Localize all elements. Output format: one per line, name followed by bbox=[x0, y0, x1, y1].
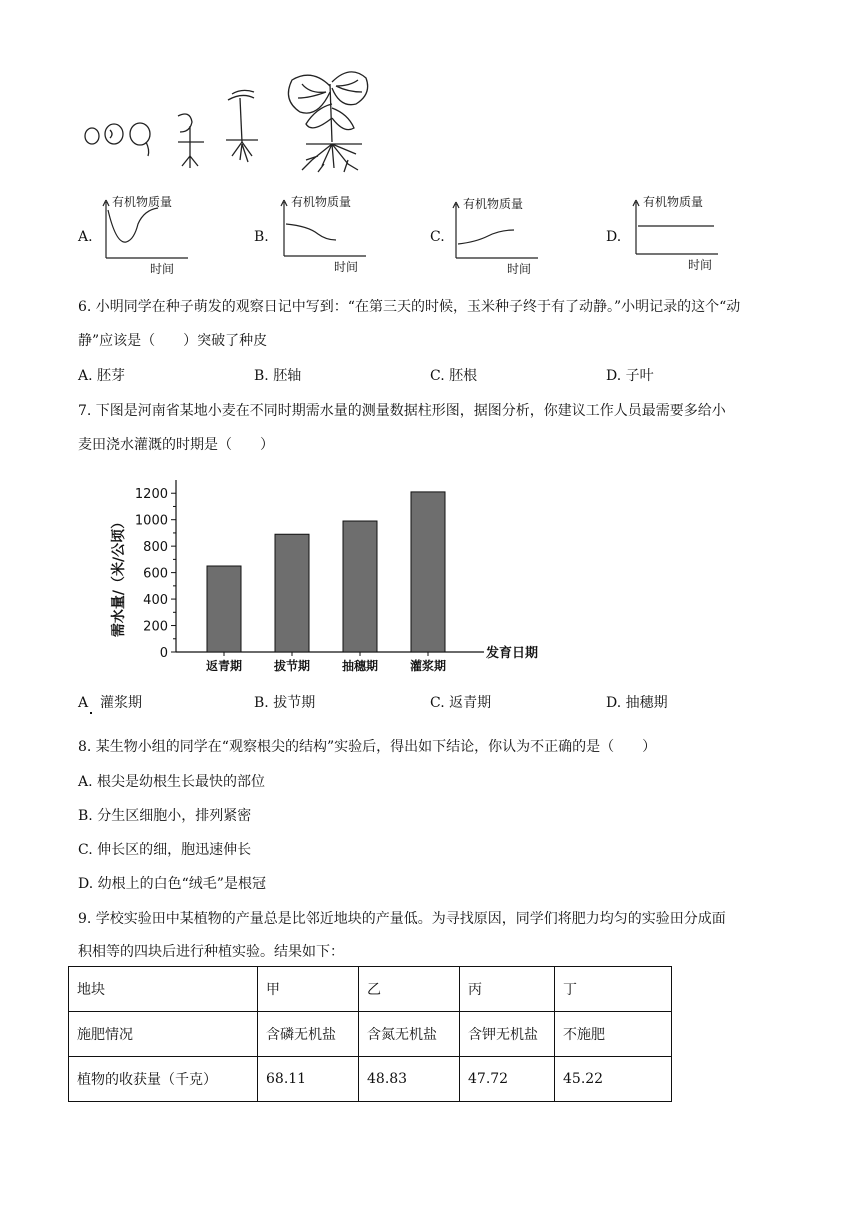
chart-x-tick-label: 返青期 bbox=[205, 659, 243, 673]
q7-option-c[interactable]: C. 返青期 bbox=[430, 695, 492, 711]
q5-option-a-ylabel: 有机物质量 bbox=[112, 195, 173, 209]
chart-y-tick-label: 600 bbox=[143, 566, 168, 582]
q7-option-a-dot bbox=[90, 712, 92, 714]
chart-y-tick-label: 200 bbox=[143, 619, 168, 635]
q7-stem-line2: 麦田浇水灌溉的时期是（ ） bbox=[78, 437, 274, 453]
q5-option-a-graph bbox=[100, 196, 190, 262]
q8-stem: 8. 某生物小组的同学在“观察根尖的结构”实验后，得出如下结论，你认为不正确的是（ ） bbox=[78, 739, 657, 755]
chart-ylabel: 需水量/（米/公顷） bbox=[111, 514, 127, 638]
q5-option-c-graph bbox=[450, 198, 540, 264]
chart-xlabel: 发育日期 bbox=[486, 646, 539, 661]
chart-y-tick-label: 1000 bbox=[134, 513, 168, 529]
q5-option-d-graph bbox=[630, 196, 720, 262]
chart-y-tick-label: 800 bbox=[143, 540, 168, 556]
table-cell: 含氮无机盐 bbox=[359, 1012, 460, 1057]
q7-option-d[interactable]: D. 抽穗期 bbox=[606, 695, 668, 711]
q5-option-d-ylabel: 有机物质量 bbox=[643, 195, 704, 209]
chart-y-tick-label: 1200 bbox=[134, 487, 168, 503]
table-cell: 植物的收获量（千克） bbox=[69, 1057, 258, 1102]
chart-x-tick-label: 灌浆期 bbox=[409, 659, 447, 673]
q9-stem-line1: 9. 学校实验田中某植物的产量总是比邻近地块的产量低。为寻找原因，同学们将肥力均匀的实验田分成面 bbox=[78, 911, 726, 927]
q8-option-a[interactable]: A. 根尖是幼根生长最快的部位 bbox=[78, 774, 266, 790]
q6-option-c[interactable]: C. 胚根 bbox=[430, 368, 478, 384]
table-cell: 含钾无机盐 bbox=[460, 1012, 555, 1057]
q6-stem-line1: 6. 小明同学在种子萌发的观察日记中写到：“在第三天的时候，玉米种子终于有了动静。”小明记录的这个“动 bbox=[78, 299, 741, 315]
table-cell: 地块 bbox=[69, 967, 258, 1012]
q5-option-b-graph bbox=[278, 196, 368, 262]
chart-y-tick-label: 400 bbox=[143, 593, 168, 609]
table-cell: 不施肥 bbox=[555, 1012, 672, 1057]
q5-option-a-letter: A. bbox=[78, 229, 93, 245]
q7-option-b[interactable]: B. 拔节期 bbox=[254, 695, 316, 711]
q8-option-c[interactable]: C. 伸长区的细，胞迅速伸长 bbox=[78, 842, 252, 858]
q6-option-d[interactable]: D. 子叶 bbox=[606, 368, 654, 384]
q5-option-b-letter: B. bbox=[254, 229, 269, 245]
q5-option-a-xlabel: 时间 bbox=[150, 262, 175, 276]
q7-option-a[interactable]: 灌浆期 bbox=[100, 695, 142, 711]
table-cell: 48.83 bbox=[359, 1057, 460, 1102]
q8-option-d[interactable]: D. 幼根上的白色“绒毛”是根冠 bbox=[78, 876, 266, 892]
table-cell: 含磷无机盐 bbox=[258, 1012, 359, 1057]
chart-bar bbox=[411, 492, 445, 652]
q5-option-d-letter: D. bbox=[606, 229, 622, 245]
q7-option-a-letter[interactable]: A bbox=[78, 695, 89, 711]
q5-option-b-xlabel: 时间 bbox=[334, 260, 359, 274]
q5-option-b-ylabel: 有机物质量 bbox=[291, 195, 352, 209]
table-row bbox=[69, 967, 672, 1012]
yield-table bbox=[68, 966, 672, 1102]
table-cell: 丙 bbox=[460, 967, 555, 1012]
chart-x-tick-label: 抽穗期 bbox=[341, 659, 379, 673]
q6-stem-line2: 静”应该是（ ）突破了种皮 bbox=[78, 333, 268, 349]
table-cell: 47.72 bbox=[460, 1057, 555, 1102]
table-cell: 丁 bbox=[555, 967, 672, 1012]
chart-bar bbox=[275, 534, 309, 652]
q5-option-c-letter: C. bbox=[430, 229, 445, 245]
q5-option-d-xlabel: 时间 bbox=[688, 258, 713, 272]
chart-y-tick-label: 0 bbox=[159, 646, 168, 661]
table-cell: 45.22 bbox=[555, 1057, 672, 1102]
seed-germination-illustration bbox=[80, 64, 380, 179]
q9-stem-line2: 积相等的四块后进行种植实验。结果如下： bbox=[78, 944, 344, 960]
table-cell: 乙 bbox=[359, 967, 460, 1012]
q8-option-b[interactable]: B. 分生区细胞小，排列紧密 bbox=[78, 808, 252, 824]
q5-option-c-ylabel: 有机物质量 bbox=[463, 197, 524, 211]
table-cell: 甲 bbox=[258, 967, 359, 1012]
q7-stem-line1: 7. 下图是河南省某地小麦在不同时期需水量的测量数据柱形图，据图分析，你建议工作人员最需要多给小 bbox=[78, 403, 726, 419]
q6-option-a[interactable]: A. 胚芽 bbox=[78, 368, 126, 384]
chart-bar bbox=[343, 521, 377, 652]
table-row bbox=[69, 1057, 672, 1102]
q5-option-c-xlabel: 时间 bbox=[507, 262, 532, 276]
table-row bbox=[69, 1012, 672, 1057]
table-cell: 施肥情况 bbox=[69, 1012, 258, 1057]
water-demand-bar-chart bbox=[96, 476, 556, 682]
table-cell: 68.11 bbox=[258, 1057, 359, 1102]
chart-bar bbox=[207, 566, 241, 652]
q6-option-b[interactable]: B. 胚轴 bbox=[254, 368, 302, 384]
chart-x-tick-label: 拔节期 bbox=[273, 659, 311, 673]
